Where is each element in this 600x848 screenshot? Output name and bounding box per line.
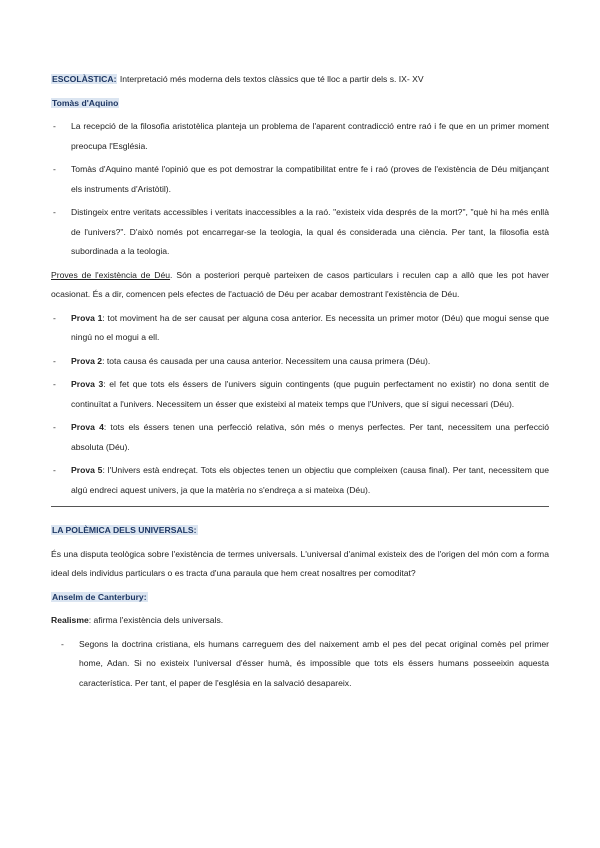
anselm-heading-text: Anselm de Canterbury: — [52, 591, 147, 602]
list-item — [51, 117, 549, 156]
list-item — [51, 461, 549, 500]
list-item-text: Segons la doctrina cristiana, els humans carreguem des del naixement amb el pes del pecat original comès pel primer home, Adan. Si no existeix l'universal d'ésser humà, és impossible que tots els éssers humans posseeixin aquesta característica. Per tant, el paper de l'església en la salvació desapareix. — [79, 638, 549, 688]
dash-bullet-icon: - — [53, 379, 56, 389]
escolastica-text: Interpretació més moderna dels textos clàssics que té lloc a partir dels s. IX- XV — [117, 74, 424, 84]
prova-text: : tots els éssers tenen una perfecció relativa, són més o menys perfectes. Per tant, necessitem una perfecció absoluta (Déu). — [71, 422, 549, 452]
dash-bullet-icon: - — [53, 422, 56, 432]
list-item — [51, 309, 549, 348]
proves-intro: . Són a posteriori perquè parteixen de casos particulars i reculen cap a allò que les pot haver ocasionat. És a dir, comencen pels efectes de l'actuació de Déu per acabar demostrant l'existència de Déu. — [51, 269, 549, 299]
dash-bullet-icon: - — [61, 638, 64, 649]
prova-text: : el fet que tots els éssers de l'univers siguin contingents (que puguin perfectament no existir) no dona sentit de continuïtat a l'univers. Necessitem un ésser que existeixi al mateix temps que l'Univers, que sí sigui necessari (Déu). — [71, 379, 549, 409]
prova-text: : l'Univers està endreçat. Tots els objectes tenen un objectiu que compleixen (causa final). Per tant, necessitem que algú endreci aquest univers, ja que la matèria no s'endreça a si mateixa (Déu). — [71, 465, 549, 495]
list-item — [51, 375, 549, 414]
list-item-text: Distingeix entre veritats accessibles i veritats inaccessibles a la raó. "existeix vida després de la mort?", "què hi ha més enllà de l'univers?". D'això només pot encarregar-se la teologia, la qual és considerada una ciència. Per tant, la filosofia està subordinada a la teologia. — [71, 207, 549, 256]
proves-title: Proves de l'existència de Déu — [51, 269, 171, 280]
tomas-heading — [51, 94, 549, 114]
prova-text: : tot moviment ha de ser causat per alguna cosa anterior. Es necessita un primer motor (Déu) que mogui sense que ningú no el mogui a ell. — [71, 312, 549, 342]
prova-label: Prova 2 — [71, 355, 103, 366]
proves-paragraph — [51, 266, 549, 305]
list-item — [51, 160, 549, 199]
universals-heading — [51, 521, 549, 541]
tomas-list — [51, 117, 549, 262]
list-item — [51, 203, 549, 262]
document-content — [51, 70, 549, 697]
dash-bullet-icon: - — [53, 312, 56, 323]
universals-heading-text: LA POLÈMICA DELS UNIVERSALS: — [52, 525, 197, 535]
anselm-list — [51, 635, 549, 694]
list-item — [51, 635, 549, 694]
section-divider — [51, 506, 549, 507]
prova-label: Prova 5 — [71, 465, 103, 475]
dash-bullet-icon: - — [53, 465, 56, 475]
realisme-paragraph — [51, 611, 549, 631]
anselm-heading — [51, 588, 549, 608]
dash-bullet-icon: - — [53, 121, 56, 131]
prova-label: Prova 4 — [71, 422, 104, 432]
dash-bullet-icon: - — [53, 207, 56, 217]
realisme-text: : afirma l'existència dels universals. — [88, 615, 224, 625]
dash-bullet-icon: - — [53, 355, 56, 366]
prova-text: : tota causa és causada per una causa anterior. Necessitem una causa primera (Déu). — [102, 355, 431, 366]
tomas-heading-text: Tomàs d'Aquino — [52, 97, 119, 108]
list-item — [51, 352, 549, 372]
universals-paragraph: És una disputa teològica sobre l'existència de termes universals. L'universal d'animal existeix des de l'origen del món com a forma ideal dels individus particulars o es tracta d'una paraula que hem creat nosaltres per comoditat? — [51, 548, 549, 578]
dash-bullet-icon: - — [53, 164, 56, 174]
list-item-text: La recepció de la filosofia aristotèlica planteja un problema de l'aparent contradicció entre raó i fe que en un primer moment preocupa l'Església. — [71, 121, 549, 151]
proves-list — [51, 309, 549, 501]
list-item-text: Tomàs d'Aquino manté l'opinió que es pot demostrar la compatibilitat entre fe i raó (proves de l'existència de Déu mitjançant els instruments d'Aristòtil). — [71, 164, 549, 194]
escolastica-paragraph — [51, 70, 549, 90]
prova-label: Prova 3 — [71, 379, 104, 389]
prova-label: Prova 1 — [71, 312, 103, 323]
list-item — [51, 418, 549, 457]
realisme-label: Realisme — [51, 615, 89, 625]
escolastica-label: ESCOLÀSTICA: — [52, 74, 117, 84]
